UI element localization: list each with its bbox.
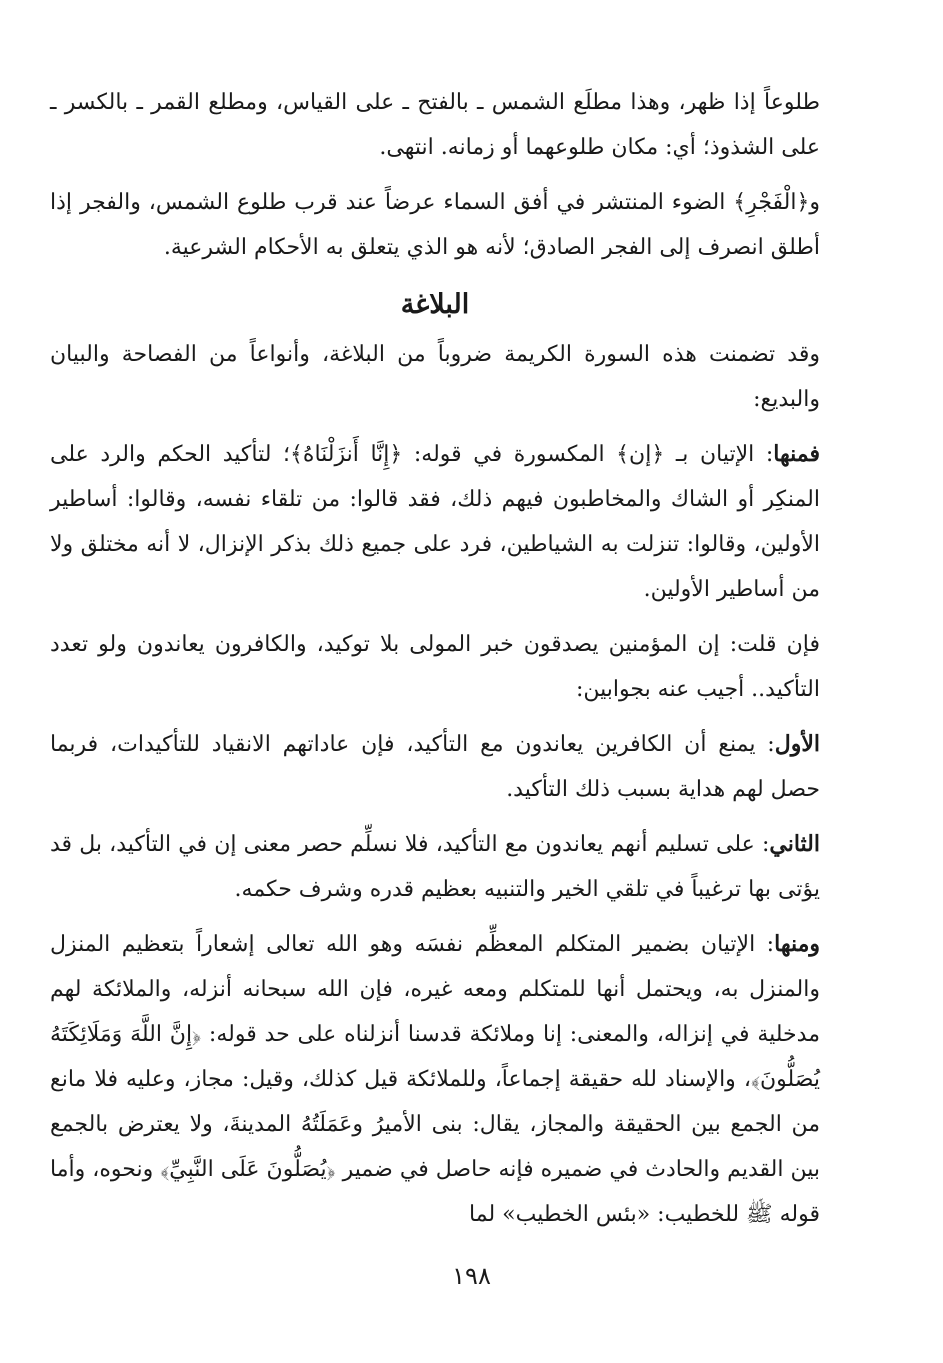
paragraph-text: : على تسليم أنهم يعاندون مع التأكيد، فلا نسلِّم حصر معنى إن في التأكيد، بل قد يؤتى بها ترغيباً في تلقي الخير والتنبيه بعظيم قدره وشرف حكمه.: [50, 832, 820, 902]
paragraph-text: و﴿الْفَجْرِ﴾ الضوء المنتشر في أفق السماء عرضاً عند قرب طلوع الشمس، والفجر إذا أطلق انصرف إلى الفجر الصادق؛ لأنه هو الذي يتعلق به الأحكام الشرعية.: [50, 190, 820, 260]
paragraph-lead: الأول: [774, 731, 820, 757]
paragraph-7: [50, 822, 820, 912]
paragraph-lead: فمنها: [773, 441, 820, 467]
section-title: البلاغة: [400, 289, 470, 320]
paragraph-text: طلوعاً إذا ظهر، وهذا مطلَع الشمس ـ بالفتح ـ على القياس، ومطلع القمر ـ بالكسر ـ على الشذوذ؛ أي: مكان طلوعهما أو زمانه. انتهى.: [50, 90, 820, 160]
paragraph-3: [50, 332, 820, 422]
paragraph-text: وقد تضمنت هذه السورة الكريمة ضروباً من البلاغة، وأنواعاً من الفصاحة والبيان والبديع:: [50, 342, 820, 412]
paragraph-2: [50, 180, 820, 270]
paragraph-text: : الإتيان بـ ﴿إن﴾ المكسورة في قوله: ﴿إِنَّا أَنزَلْنَاهُ﴾؛ لتأكيد الحكم والرد على المنكِر أو الشاك والمخاطبون فيهم ذلك، فقد قالوا: من تلقاء نفسه، وقالوا: أساطير الأولين، وقالوا: تنزلت به الشياطين، فرد على جميع ذلك بذكر الإنزال، لا أنه مختلق ولا من أساطير الأولين.: [50, 442, 820, 602]
paragraph-5: [50, 622, 820, 712]
paragraph-1: [50, 80, 820, 170]
paragraph-text: : يمنع أن الكافرين يعاندون مع التأكيد، فإن عاداتهم الانقياد للتأكيدات، فربما حصل لهم هداية بسبب ذلك التأكيد.: [50, 732, 820, 802]
paragraph-lead: الثاني: [769, 831, 820, 857]
paragraph-4: [50, 432, 820, 612]
paragraph-text: : الإتيان بضمير المتكلم المعظِّم نفسَه وهو الله تعالى إشعاراً بتعظيم المنزل والمنزل به، ويحتمل أنها للمتكلم ومعه غيره، فإن الله سبحانه أنزله، والملائكة لهم مدخلية في إنزاله، والمعنى: إنا وملائكة قدسنا أنزلناه على حد قوله: ﴿إِنَّ اللَّهَ وَمَلَائِكَتَهُ يُصَلُّونَ﴾، والإسناد لله حقيقة إجماعاً، وللملائكة قيل كذلك، وقيل: مجاز، وعليه فلا مانع من الجمع بين الحقيقة والمجاز، يقال: بنى الأميرُ وعَمَلَتُهُ المدينةَ، ولا يعترض بالجمع بين القديم والحادث في ضميره فإنه حاصل في ضمير ﴿يُصَلُّونَ عَلَى النَّبِيِّ﴾ ونحوه، وأما قوله ﷺ للخطيب: «بئس الخطيب» لما: [50, 932, 820, 1227]
page-number: ١٩٨: [452, 1262, 491, 1290]
paragraph-text: فإن قلت: إن المؤمنين يصدقون خبر المولى بلا توكيد، والكافرون يعاندون ولو تعدد التأكيد.. أجيب عنه بجوابين:: [50, 632, 820, 702]
paragraph-8: [50, 922, 820, 1237]
page-content: [50, 80, 820, 1247]
paragraph-6: [50, 722, 820, 812]
paragraph-lead: ومنها: [774, 931, 820, 957]
